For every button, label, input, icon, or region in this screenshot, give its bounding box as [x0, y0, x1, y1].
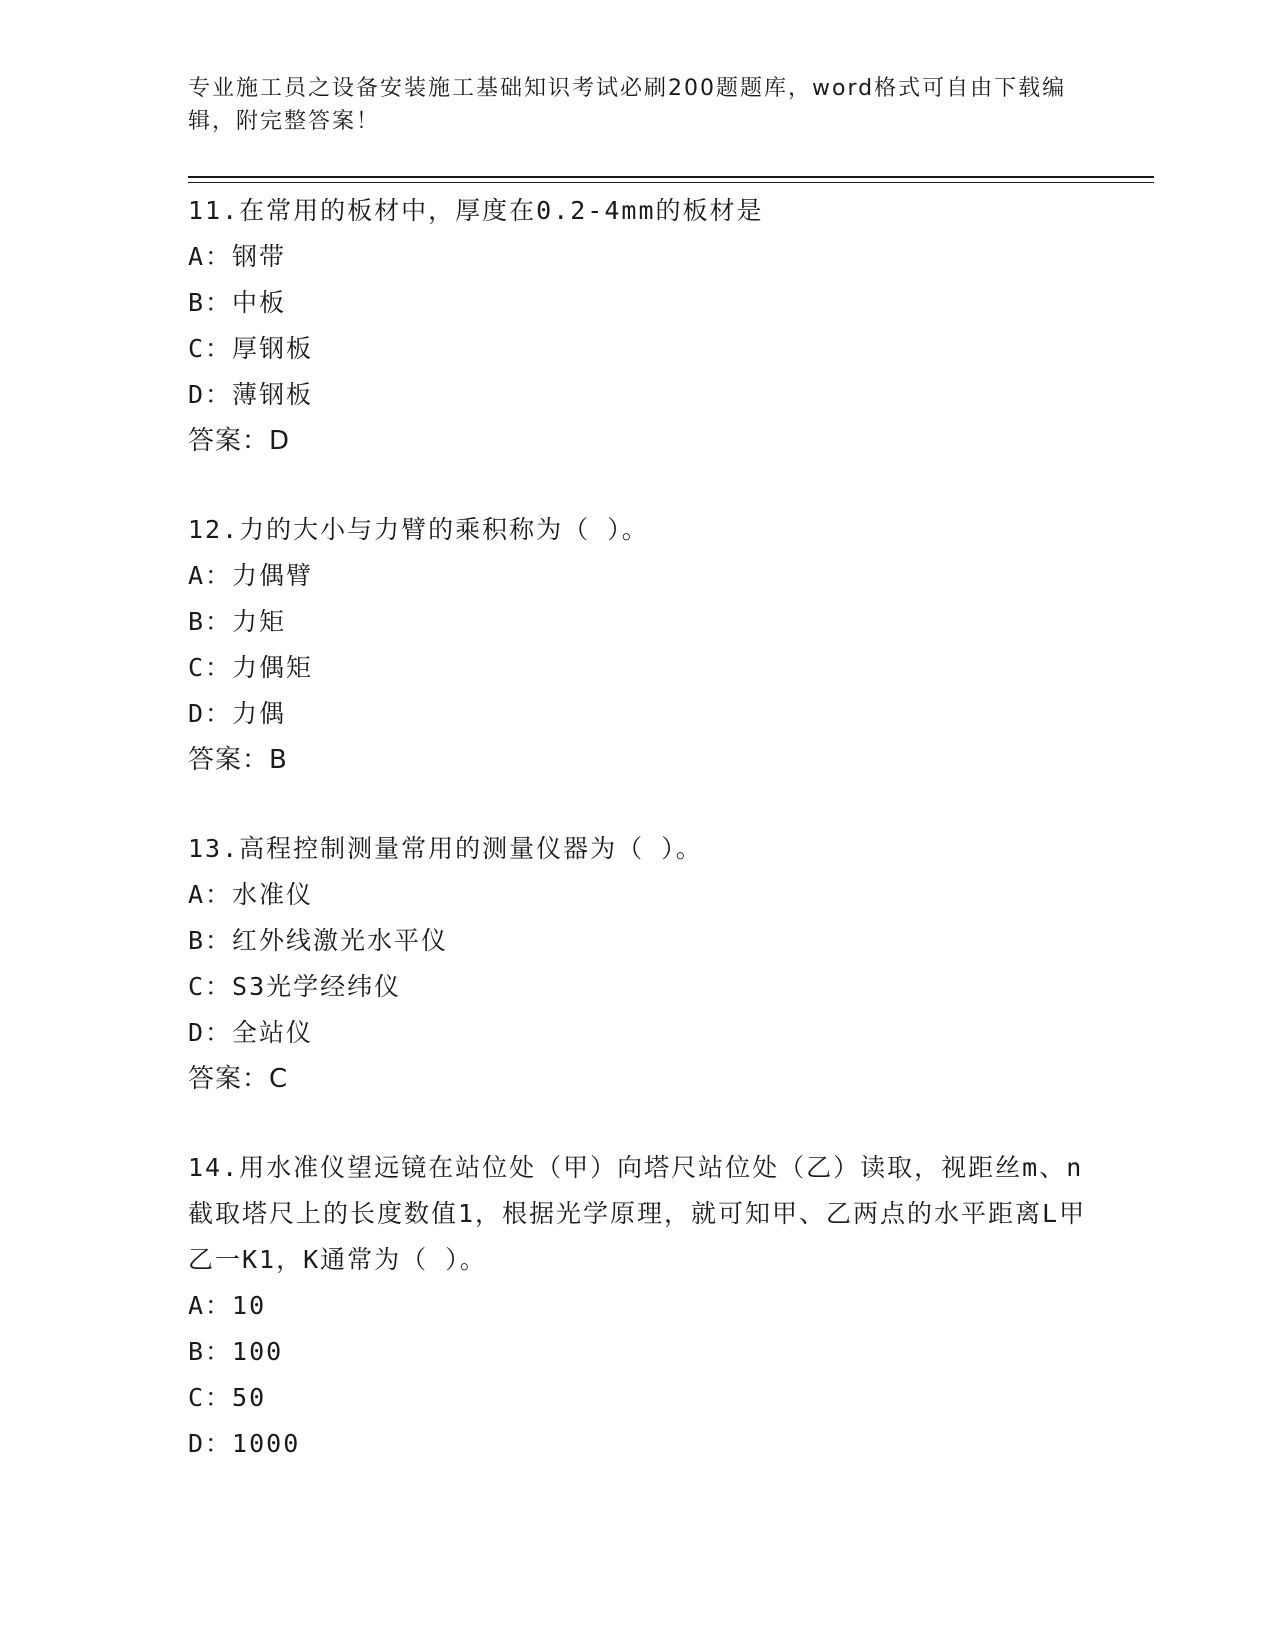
question-list	[188, 188, 1088, 1467]
question-text: 11.在常用的板材中，厚度在0.2-4mm的板材是	[188, 196, 764, 225]
question-text: 12.力的大小与力臂的乘积称为（ ）。	[188, 515, 649, 544]
option-d: D：全站仪	[188, 1018, 314, 1047]
option-c: C：50	[188, 1383, 267, 1412]
answer-line: 答案：B	[188, 745, 288, 775]
option-b: B：力矩	[188, 607, 287, 636]
option-a: A：10	[188, 1291, 267, 1320]
option-a: A：钢带	[188, 242, 287, 271]
option-a: A：力偶臂	[188, 561, 314, 590]
answer-line: 答案：C	[188, 1064, 289, 1094]
option-c: C：厚钢板	[188, 334, 314, 363]
option-b: B：中板	[188, 288, 287, 317]
answer-line: 答案：D	[188, 426, 291, 456]
option-a: A：水准仪	[188, 880, 314, 909]
question-text: 14.用水准仪望远镜在站位处（甲）向塔尺站位处（乙）读取，视距丝m、n截取塔尺上的长度数值1，根据光学原理，就可知甲、乙两点的水平距离L甲乙一K1，K通常为（ ）。	[188, 1153, 1087, 1274]
option-d: D：薄钢板	[188, 380, 314, 409]
header-divider-thin	[188, 182, 1154, 183]
option-d: D：1000	[188, 1429, 301, 1458]
question-14	[188, 1145, 1088, 1467]
header-divider-thick	[188, 176, 1154, 178]
question-text: 13.高程控制测量常用的测量仪器为（ ）。	[188, 834, 703, 863]
option-b: B：100	[188, 1337, 284, 1366]
option-c: C：力偶矩	[188, 653, 314, 682]
option-b: B：红外线激光水平仪	[188, 926, 449, 955]
question-13	[188, 826, 1088, 1102]
document-header: 专业施工员之设备安装施工基础知识考试必刷200题题库，word格式可自由下载编辑，附完整答案！	[188, 76, 1067, 134]
option-d: D：力偶	[188, 699, 287, 728]
option-c: C：S3光学经纬仪	[188, 972, 402, 1001]
question-11	[188, 188, 1088, 464]
question-12	[188, 507, 1088, 783]
